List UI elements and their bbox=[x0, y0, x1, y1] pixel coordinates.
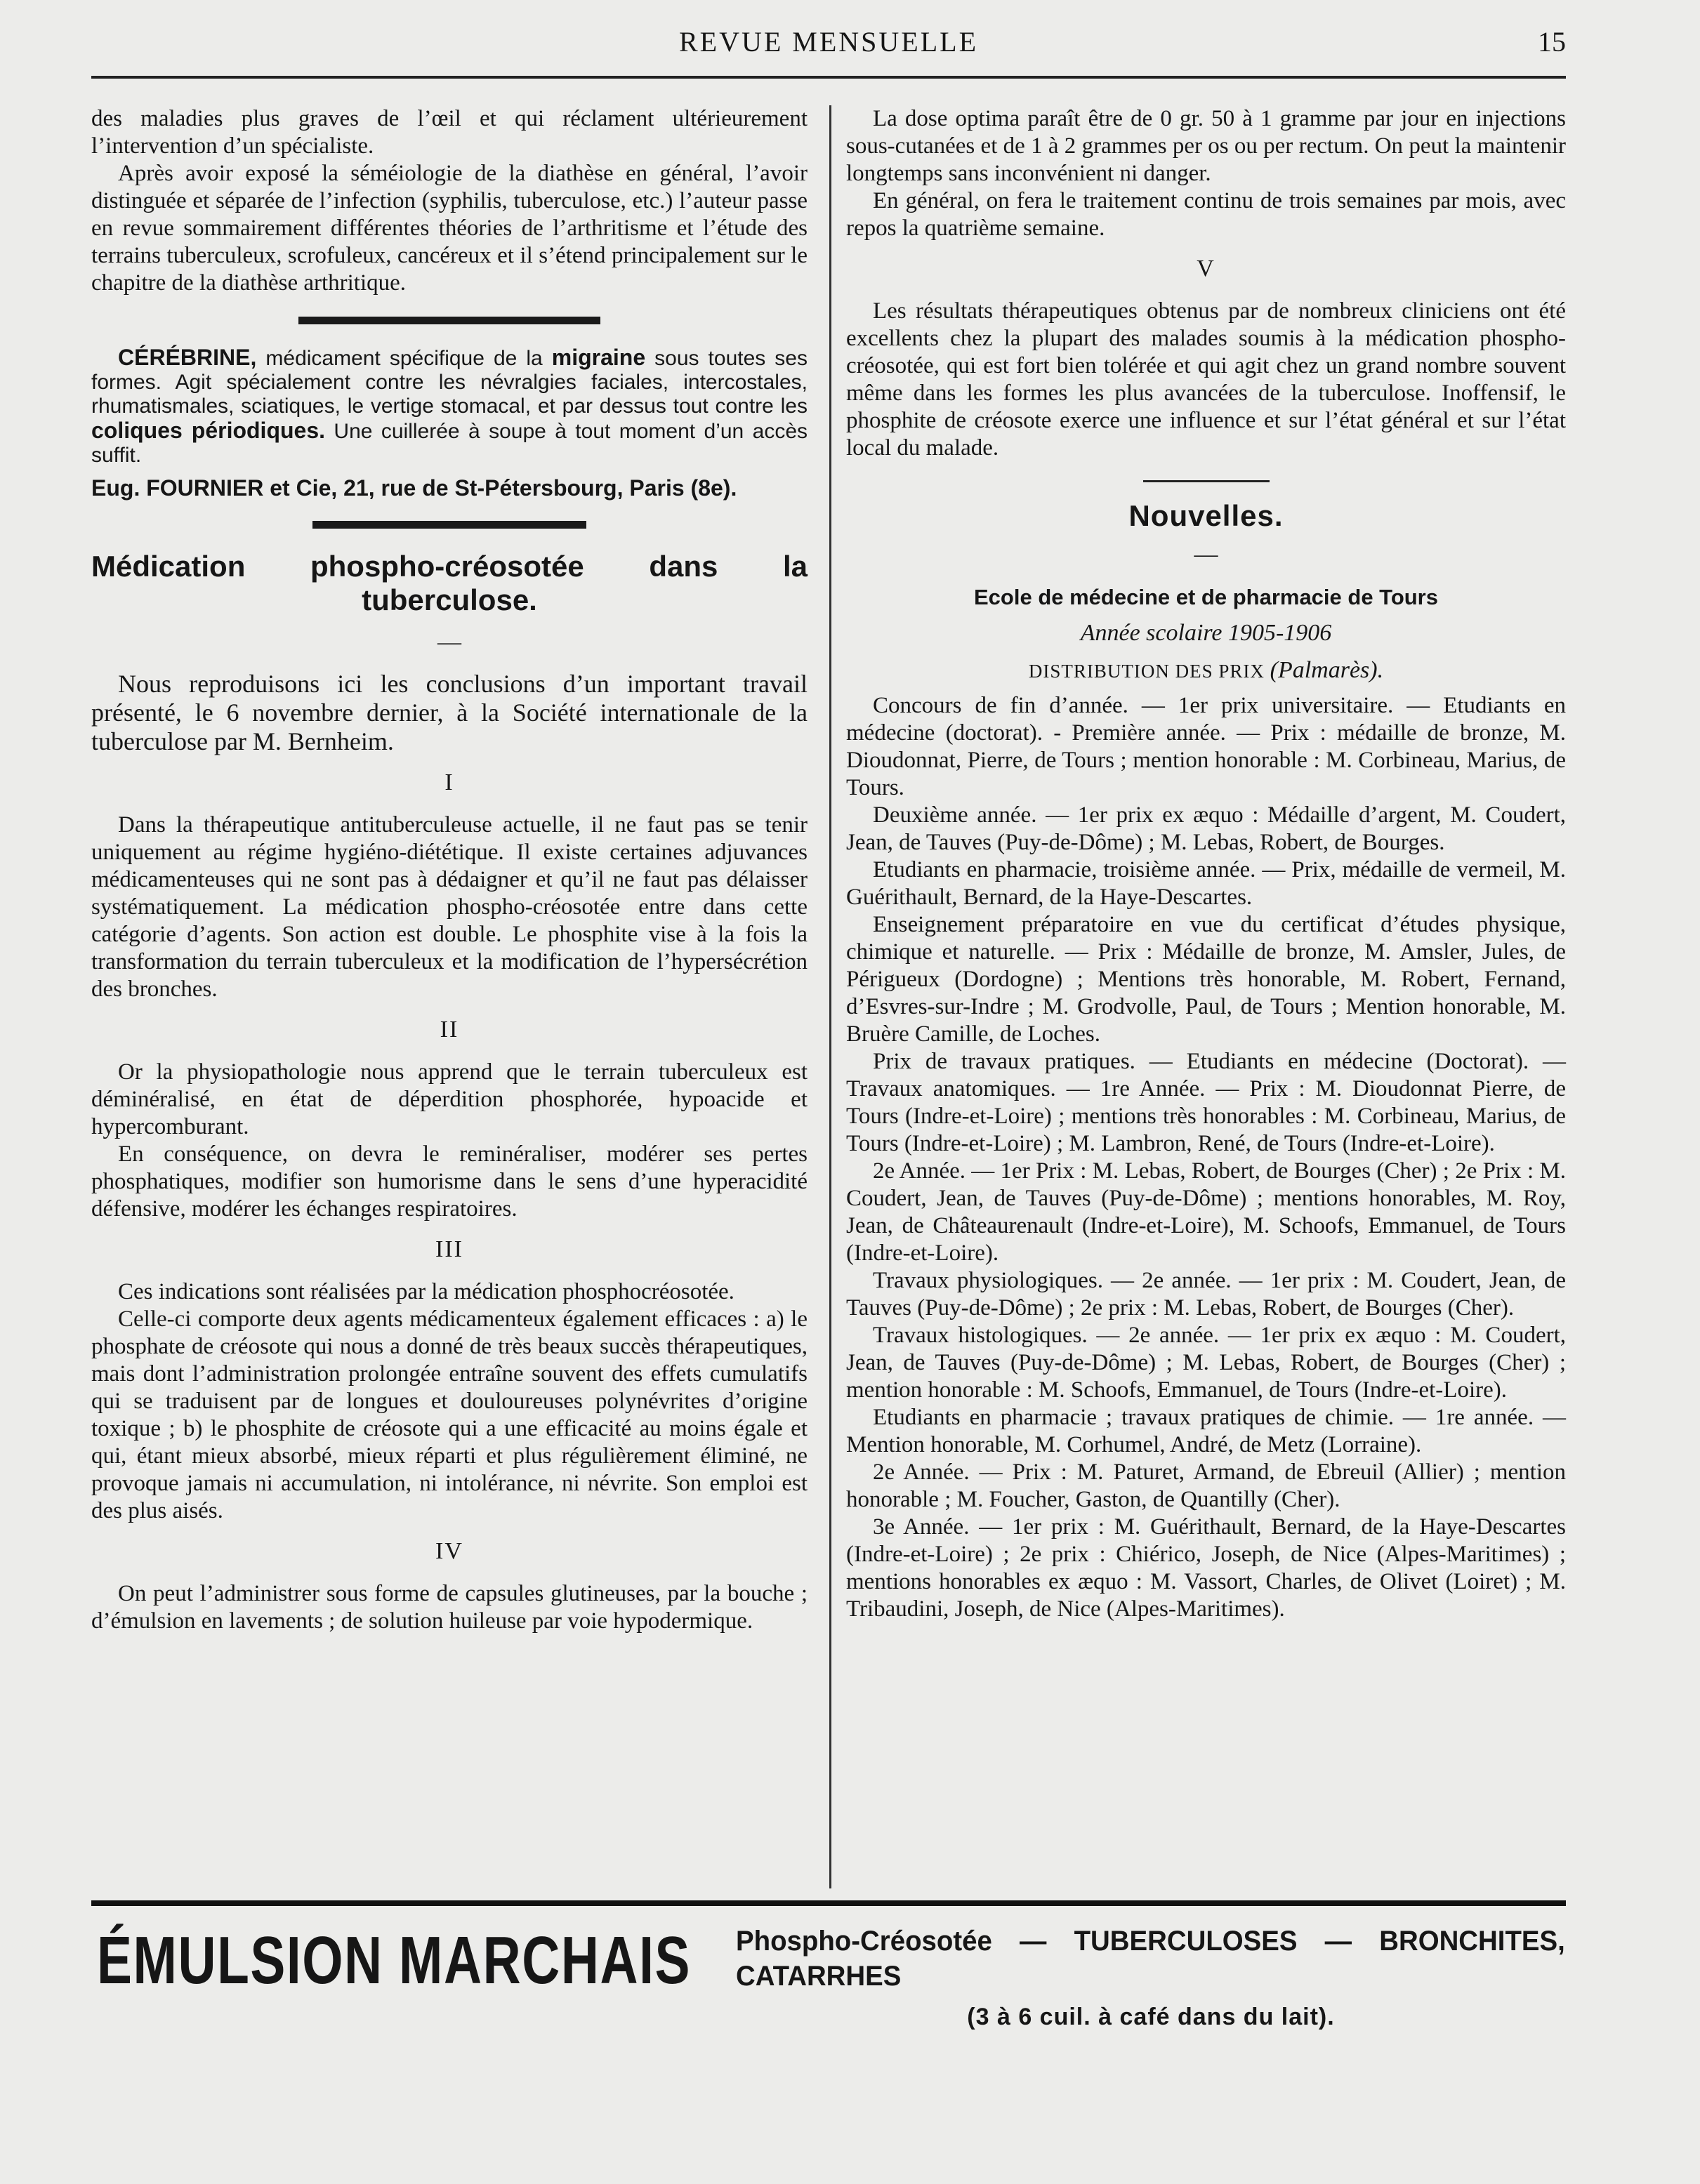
section-paragraph: Dans la thérapeutique antituberculeuse actuelle, il ne faut pas se tenir uniquement au régime hygiéno-diététique. Il existe certaines adjuvances médicamenteuses qui ne sont pas à dédaigner et qu’il ne faut pas délaisser systématiquement. La médication phospho-créosotée entre dans cette catégorie d’agents. Son action est double. Le phosphite vise à la fois la transformation du terrain tuberculeux et la modification de l’hypersécrétion des bronches. bbox=[91, 812, 808, 1002]
prize-paragraph: 3e Année. — 1er prix : M. Guérithault, Bernard, de la Haye-Descartes (Indre-et-Loire) ; 2e prix : Chiérico, Joseph, de Nice (Alpes-Maritimes) ; mentions honorables ex æquo : M. Vassort, Charles, de Olivet (Loiret) ; M. Tribaudini, Joseph, de Nice (Alpes-Maritimes). bbox=[846, 1514, 1566, 1622]
cerebrine-advertisement bbox=[91, 345, 808, 501]
prize-paragraph: 2e Année. — 1er Prix : M. Lebas, Robert, de Bourges (Cher) ; 2e Prix : M. Coudert, Jean, de Tauves (Puy-de-Dôme) ; mentions honorables, M. Roy, Jean, de Châteaurenault (Indre-et-Loire), M. Schoofs, Emmanuel, de Tours (Indre-et-Loire). bbox=[846, 1158, 1566, 1266]
ad-tagline: Phospho-Créosotée — TUBERCULOSES — BRONCHITES, CATARRHES bbox=[736, 1926, 1565, 1992]
separator-dash: — bbox=[1194, 541, 1218, 567]
ad-keyword-migraine: migraine bbox=[551, 345, 646, 370]
prize-list bbox=[846, 692, 1566, 1623]
section-paragraph: En conséquence, on devra le reminéraliser, modérer ses pertes phosphatiques, modifier son humorisme dans le sens d’une hyperacidité défensive, modérer les échanges respiratoires. bbox=[91, 1141, 808, 1222]
section-number: II bbox=[440, 1017, 459, 1043]
right-column bbox=[846, 105, 1566, 1623]
footer-rule bbox=[91, 1900, 1566, 1906]
ad-signature: Eug. FOURNIER et Cie, 21, rue de St-Pétersbourg, Paris (8e). bbox=[91, 475, 737, 501]
news-heading: Nouvelles. bbox=[1128, 499, 1284, 532]
ad-product-name: CÉRÉBRINE, bbox=[118, 345, 257, 370]
journal-title: REVUE MENSUELLE bbox=[678, 26, 979, 58]
section-rule bbox=[1143, 480, 1270, 482]
prize-paragraph: Enseignement préparatoire en vue du certificat d’études physique, chimique et naturelle. — Prix : Médaille de bronze, M. Amsler, Jules, de Périgueux (Dordogne) ; Mentions très honorable, M. Robert, Fernand, d’Esvres-sur-Indre ; M. Grodvolle, Paul, de Tours ; Mention honorable, M. Bruère Camille, de Loches. bbox=[846, 912, 1566, 1047]
section-paragraph: On peut l’administrer sous forme de capsules glutineuses, par la bouche ; d’émulsion en lavements ; de solution huileuse par voie hypodermique. bbox=[91, 1581, 808, 1634]
results-paragraph: Les résultats thérapeutiques obtenus par de nombreux cliniciens ont été excellents chez la plupart des malades soumis à la médication phospho-créosotée, qui est fort bien tolérée et qui agit chez un grand nombre souvent même dans les formes les plus avancées de la tuberculose. Inoffensif, le phosphite de créosote exerce une influence et sur l’état général et sur l’état local du malade. bbox=[846, 298, 1566, 461]
treatment-paragraph: En général, on fera le traitement continu de trois semaines par mois, avec repos la quatrième semaine. bbox=[846, 188, 1566, 241]
left-column bbox=[91, 105, 808, 1635]
running-head bbox=[91, 25, 1566, 67]
school-year: Année scolaire 1905-1906 bbox=[1080, 620, 1332, 646]
section-paragraph: Ces indications sont réalisées par la médication phosphocréosotée. bbox=[118, 1279, 734, 1304]
prize-distribution-heading bbox=[846, 656, 1566, 685]
section-paragraph: Or la physiopathologie nous apprend que le terrain tuberculeux est déminéralisé, en état de déperdition phosphorée, hypoacide et hypercomburant. bbox=[91, 1059, 808, 1139]
article-lead: Nous reproduisons ici les conclusions d’un important travail présenté, le 6 novembre dernier, à la Société internationale de la tuberculose par M. Bernheim. bbox=[91, 670, 808, 755]
ad-text: Une cuillerée à soupe à tout moment d’un accès suffit. bbox=[91, 420, 808, 467]
section-rule bbox=[298, 317, 600, 324]
prize-paragraph: Travaux physiologiques. — 2e année. — 1er prix : M. Coudert, Jean, de Tauves (Puy-de-Dôme) ; 2e prix : M. Lebas, Robert, de Bourges (Cher). bbox=[846, 1268, 1566, 1321]
intro-paragraph-2: Après avoir exposé la séméiologie de la diathèse en général, l’avoir distinguée et séparée de l’infection (syphilis, tuberculose, etc.) l’auteur passe en revue sommairement différentes théories de l’arthritisme et l’étude des terrains tuberculeux, scrofuleux, cancéreux et il s’étend principalement sur le chapitre de la diathèse arthritique. bbox=[91, 161, 808, 296]
prize-paragraph: Concours de fin d’année. — 1er prix universitaire. — Etudiants en médecine (doctorat). - Première année. — Prix : médaille de bronze, M. Dioudonnat, Pierre, de Tours ; mention honorable : M. Corbineau, Marius, de Tours. bbox=[846, 693, 1566, 800]
article-title-line: Médication phospho-créosotée dans la bbox=[91, 550, 808, 583]
section-number: IV bbox=[435, 1538, 463, 1564]
prize-paragraph: Travaux histologiques. — 2e année. — 1er prix ex æquo : M. Coudert, Jean, de Tauves (Puy-de-Dôme) ; M. Lebas, Robert, de Bourges (Cher) ; mention honorable : M. Schoofs, Emmanuel, de Tours (Indre-et-Loire). bbox=[846, 1323, 1566, 1403]
page-number: 15 bbox=[1538, 26, 1566, 58]
ad-keyword-coliques: coliques périodiques. bbox=[91, 418, 326, 443]
distribution-label: DISTRIBUTION DES PRIX bbox=[1028, 661, 1265, 682]
article-title-line: tuberculose. bbox=[362, 583, 537, 616]
section-number: I bbox=[444, 769, 454, 795]
ad-brand-name: ÉMULSION MARCHAIS bbox=[97, 1923, 692, 1998]
prize-paragraph: 2e Année. — Prix : M. Paturet, Armand, de Ebreuil (Allier) ; mention honorable ; M. Foucher, Gaston, de Quantilly (Cher). bbox=[846, 1460, 1566, 1512]
palmares-label: (Palmarès). bbox=[1270, 657, 1384, 683]
ad-tagline-block bbox=[736, 1924, 1566, 2034]
ad-text: médicament spécifique de la bbox=[256, 347, 552, 370]
prize-paragraph: Etudiants en pharmacie ; travaux pratiques de chimie. — 1re année. — Mention honorable, M. Corhumel, André, de Metz (Lorraine). bbox=[846, 1405, 1566, 1457]
prize-paragraph: Etudiants en pharmacie, troisième année. — Prix, médaille de vermeil, M. Guérithault, Bernard, de la Haye-Descartes. bbox=[846, 857, 1566, 910]
school-heading: Ecole de médecine et de pharmacie de Tours bbox=[974, 585, 1438, 609]
ad-text: sous toutes ses formes. Agit spécialement contre les névralgies faciales, intercostales, rhumatismales, sciatiques, le vertige stomacal, et par dessus tout contre les bbox=[91, 347, 808, 418]
intro-paragraph-1: des maladies plus graves de l’œil et qui réclament ultérieurement l’intervention d’un spécialiste. bbox=[91, 106, 808, 159]
section-paragraph: Celle-ci comporte deux agents médicamenteux également efficaces : a) le phosphate de créosote qui nous a donné de très beaux succès thérapeutiques, mais dont l’administration prolongée entraîne souvent des effets cumulatifs qui se traduisent par de longues et douloureuses polynévrites d’origine toxique ; b) le phosphite de créosote qui a une efficacité au moins égale et qui, étant mieux absorbé, mieux réparti et plus régulièrement éliminé, ne provoque jamais ni accumulation, ni intolérance, ni névrite. Son emploi est des plus aisés. bbox=[91, 1306, 808, 1523]
dose-paragraph: La dose optima paraît être de 0 gr. 50 à 1 gramme par jour en injections sous-cutanées et de 1 à 2 grammes per os ou per rectum. On peut la maintenir longtemps sans inconvénient ni danger. bbox=[846, 106, 1566, 186]
article-title bbox=[91, 550, 808, 617]
prize-paragraph: Deuxième année. — 1er prix ex æquo : Médaille d’argent, M. Coudert, Jean, de Tauves (Puy-de-Dôme) ; M. Lebas, Robert, de Bourges. bbox=[846, 802, 1566, 855]
separator-dash: — bbox=[437, 629, 461, 655]
section-number: V bbox=[1197, 256, 1215, 282]
emulsion-advertisement bbox=[91, 1922, 1566, 2030]
ad-dosage: (3 à 6 cuil. à café dans du lait). bbox=[967, 2004, 1335, 2030]
header-rule bbox=[91, 76, 1566, 79]
section-number: III bbox=[435, 1236, 463, 1262]
prize-paragraph: Prix de travaux pratiques. — Etudiants en médecine (Doctorat). — Travaux anatomiques. — 1re Année. — Prix : M. Dioudonnat Pierre, de Tours (Indre-et-Loire) ; mentions très honorables : M. Corbineau, Marius, de Tours (Indre-et-Loire) ; M. Lambron, René, de Tours (Indre-et-Loire). bbox=[846, 1049, 1566, 1156]
column-divider bbox=[829, 105, 831, 1888]
section-rule bbox=[312, 521, 586, 529]
